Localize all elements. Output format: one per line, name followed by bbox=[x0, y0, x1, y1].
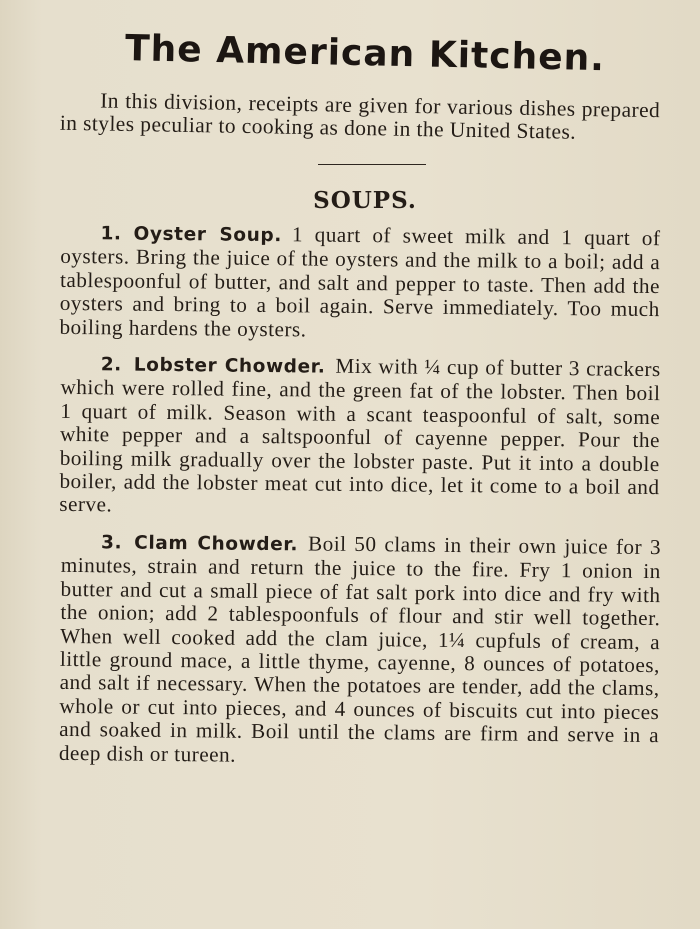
recipe-number: 1. bbox=[100, 223, 122, 245]
recipe-lobster-chowder bbox=[59, 352, 661, 523]
recipe-oyster-soup bbox=[59, 221, 660, 345]
recipe-number: 2. bbox=[100, 354, 122, 376]
recipe-text: Boil 50 clams in their own juice for 3 minutes, strain and return the juice to the fire. Fry 1 onion in butter and cut a small piece of fat salt pork into dice and fry with the onion; add 2 tablespoonfuls of flour and stir well together. When well cooked add the clam juice, 1¼ cupfuls of cream, a little ground mace, a little thyme, cayenne, 8 ounces of potatoes, and salt if necessary. When the potatoes are tender, add the clams, whole or cut into pieces, and 4 ounces of biscuits cut into pieces and soaked in milk. Boil until the clams are firm and serve in a deep dish or tureen. bbox=[58, 531, 662, 767]
recipe-clam-chowder bbox=[59, 530, 661, 771]
recipe-number: 3. bbox=[101, 532, 123, 554]
section-divider bbox=[318, 164, 426, 165]
page-title: The American Kitchen. bbox=[124, 28, 606, 80]
recipe-text: 1 quart of sweet milk and 1 quart of oysters. Bring the juice of the oysters and the milk to a boil; add a tablespoonful of butter, and salt and pepper to taste. Then add the oysters and bring to a boil again. Serve immediately. Too much boiling hardens the oysters. bbox=[59, 222, 661, 342]
recipe-name: Lobster Chowder. bbox=[133, 354, 326, 378]
intro-paragraph: In this division, receipts are given for various dishes prepared in styles peculiar to cooking as done in the United States. bbox=[59, 88, 661, 144]
recipe-name: Clam Chowder. bbox=[134, 532, 299, 556]
section-title: SOUPS. bbox=[313, 187, 417, 214]
recipe-text: Mix with ¼ cup of butter 3 crackers which were rolled fine, and the green fat of the lobster. Then boil 1 quart of milk. Season with a scant teaspoonful of salt, some white pepper and a saltspoonful of cayenne pepper. Pour the boiling milk gradually over the lobster paste. Put it into a double boiler, add the lobster meat cut into dice, let it come to a boil and serve. bbox=[59, 353, 661, 517]
recipe-heading bbox=[101, 354, 326, 377]
recipe-heading bbox=[100, 223, 282, 246]
recipe-name: Oyster Soup. bbox=[133, 223, 283, 247]
recipe-heading bbox=[101, 532, 298, 555]
